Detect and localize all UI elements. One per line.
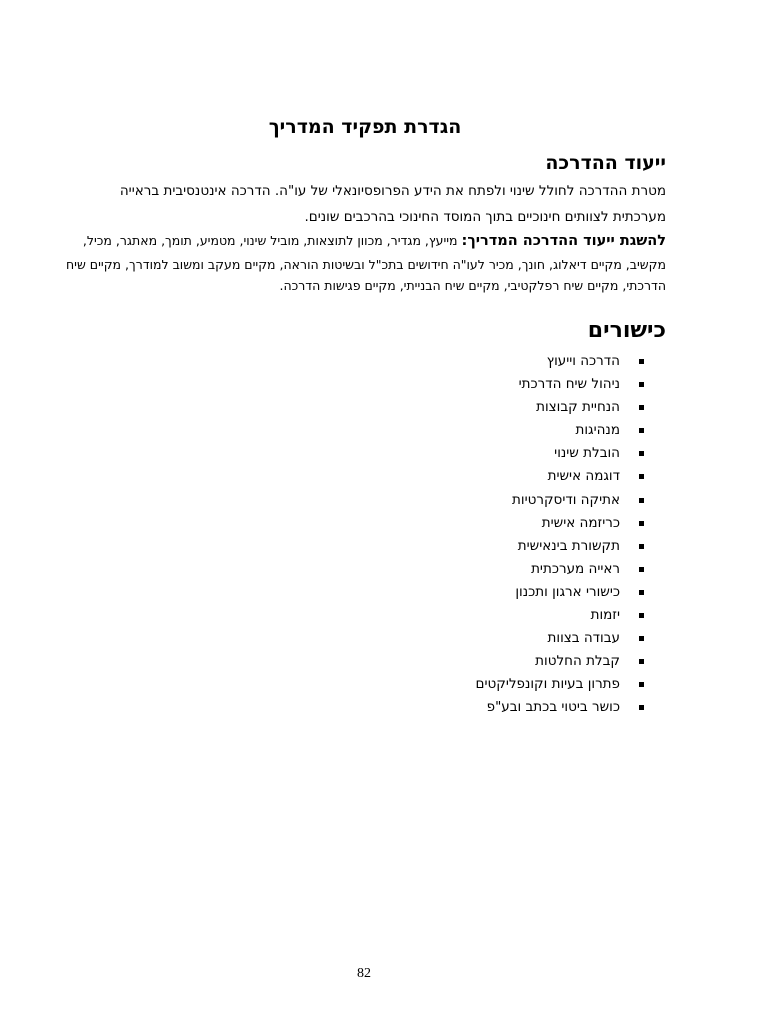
skill-label: תקשורת בינאישית [517, 537, 620, 554]
square-bullet-icon [639, 567, 644, 572]
square-bullet-icon [639, 659, 644, 664]
skills-list [476, 350, 620, 720]
guidance-paragraph-line-2: מערכתית לצוותים חינוכיים בתוך המוסד החינוכי בהרכבים שונים. [304, 209, 666, 225]
list-item [476, 558, 620, 581]
list-item [476, 373, 620, 396]
square-bullet-icon [639, 428, 644, 433]
list-item [476, 465, 620, 488]
square-bullet-icon [639, 544, 644, 549]
guidance-paragraph-line-1: מטרת ההדרכה לחולל שינוי ולפתח את הידע הפרופסיונאלי של עו"ה. הדרכה אינטנסיבית בראייה [119, 183, 666, 199]
square-bullet-icon [639, 451, 644, 456]
skill-label: קבלת החלטות [535, 653, 620, 670]
square-bullet-icon [639, 405, 644, 410]
guidance-heading: ייעוד ההדרכה [545, 152, 666, 174]
square-bullet-icon [639, 382, 644, 387]
achievement-line-3: הדרכתי, מקיים שיח רפלקטיבי, מקיים שיח הבנייתי, מקיים פגישות הדרכה. [279, 278, 666, 293]
skill-label: עבודה בצוות [547, 630, 620, 647]
list-item [476, 581, 620, 604]
skill-label: ניהול שיח הדרכתי [518, 376, 620, 393]
list-item [476, 350, 620, 373]
achievement-line-1 [83, 230, 666, 252]
square-bullet-icon [639, 521, 644, 526]
list-item [476, 627, 620, 650]
square-bullet-icon [639, 590, 644, 595]
square-bullet-icon [639, 682, 644, 687]
skill-label: כישורי ארגון ותכנון [515, 583, 620, 600]
list-item [476, 604, 620, 627]
list-item [476, 696, 620, 719]
square-bullet-icon [639, 498, 644, 503]
list-item [476, 673, 620, 696]
skill-label: ראייה מערכתית [531, 560, 620, 577]
square-bullet-icon [639, 636, 644, 641]
square-bullet-icon [639, 705, 644, 710]
skill-label: הובלת שינוי [554, 445, 620, 462]
list-item [476, 512, 620, 535]
skill-label: הדרכה וייעוץ [546, 353, 620, 369]
document-title: הגדרת תפקיד המדריך [268, 116, 462, 138]
square-bullet-icon [639, 474, 644, 479]
achievement-line-2: מקשיב, מקיים דיאלוג, חונך, מכיר לעו"ה חידושים בתכ"ל ובשיטות הוראה, מקיים מעקב ומשוב למודרך, מקיים שיח [66, 257, 666, 272]
achievement-lead: להשגת ייעוד ההדרכה המדריך: [461, 233, 666, 249]
list-item [476, 650, 620, 673]
list-item [476, 489, 620, 512]
page-number: 82 [357, 966, 371, 981]
skill-label: מנהיגות [575, 422, 620, 439]
list-item [476, 419, 620, 442]
list-item [476, 442, 620, 465]
list-item [476, 535, 620, 558]
skill-label: כריזמה אישית [541, 514, 620, 531]
square-bullet-icon [639, 359, 644, 364]
skill-label: הנחיית קבוצות [536, 399, 620, 416]
skill-label: פתרון בעיות וקונפליקטים [475, 676, 620, 693]
skill-label: יזמות [590, 607, 620, 624]
skill-label: אתיקה ודיסקרטיות [512, 491, 620, 508]
square-bullet-icon [639, 613, 644, 618]
skill-label: כושר ביטוי בכתב ובע"פ [486, 699, 620, 716]
achievement-line-1-text: מייעץ, מגדיר, מכוון לתוצאות, מוביל שינוי, מטמיע, תומך, מאתגר, מכיל, [82, 233, 462, 248]
skill-label: דוגמה אישית [547, 468, 620, 485]
list-item [476, 396, 620, 419]
skills-heading: כישורים [587, 318, 666, 343]
